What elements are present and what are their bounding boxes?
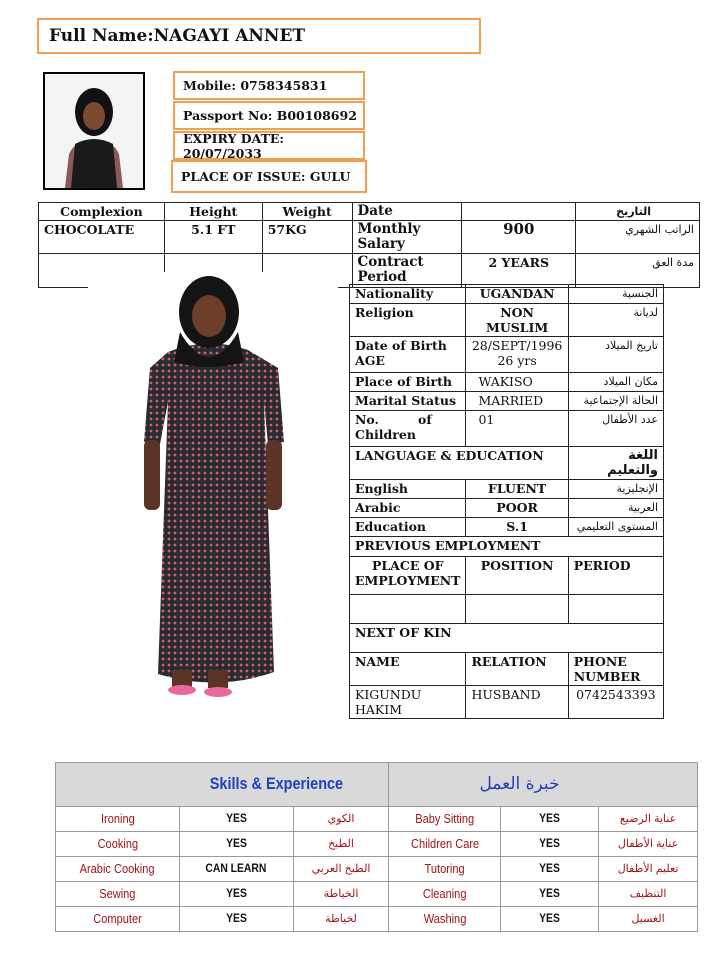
kin-phone: 0742543393	[568, 686, 663, 719]
detail-label: No. of Children	[350, 411, 466, 447]
emp-col-place: PLACE OF EMPLOYMENT	[350, 557, 466, 595]
period-label: Contract Period	[352, 254, 462, 288]
language-heading: LANGUAGE & EDUCATION	[350, 447, 569, 480]
skill-name-ar: عناية الرضيع	[599, 807, 698, 832]
skill-name: Sewing	[56, 882, 180, 907]
skill-name-ar: الكوي	[293, 807, 389, 832]
skill-row	[56, 882, 698, 907]
height-header: Height	[164, 203, 262, 221]
skill-value: CAN LEARN	[179, 857, 293, 882]
skill-name: Arabic Cooking	[56, 857, 180, 882]
detail-row	[350, 337, 664, 373]
period-value: 2 YEARS	[462, 254, 576, 288]
complexion-header: Complexion	[39, 203, 165, 221]
skill-name: Washing	[389, 907, 501, 932]
detail-label: Religion	[350, 304, 466, 337]
skill-name: Computer	[56, 907, 180, 932]
employment-heading: PREVIOUS EMPLOYMENT	[350, 537, 664, 557]
date-label: Date	[352, 203, 462, 221]
detail-row	[350, 392, 664, 411]
skill-value: YES	[179, 832, 293, 857]
detail-row	[350, 411, 664, 447]
emp-col-period: PERIOD	[568, 557, 663, 595]
skill-value: YES	[501, 807, 599, 832]
mobile-text: Mobile: 0758345831	[183, 78, 328, 93]
kin-relation: HUSBAND	[466, 686, 568, 719]
skill-name: Tutoring	[389, 857, 501, 882]
expiry-box	[173, 131, 365, 160]
language-ar: المستوى التعليمي	[568, 518, 663, 537]
language-label: Arabic	[350, 499, 466, 518]
skill-name-ar: الغسيل	[599, 907, 698, 932]
detail-ar: الجنسية	[568, 285, 663, 304]
language-value: FLUENT	[466, 480, 568, 499]
date-value	[462, 203, 576, 221]
skill-name-ar: عناية الأطفال	[599, 832, 698, 857]
language-heading-ar: اللغة والتعليم	[568, 447, 663, 480]
skill-value: YES	[501, 832, 599, 857]
skills-table	[55, 762, 698, 932]
detail-row	[350, 304, 664, 337]
skill-name: Cleaning	[389, 882, 501, 907]
passport-photo	[43, 72, 145, 190]
detail-ar: لديانة	[568, 304, 663, 337]
detail-label: Nationality	[350, 285, 466, 304]
skill-name-ar: تعليم الأطفال	[599, 857, 698, 882]
portrait-image	[45, 74, 143, 188]
full-name-box	[37, 18, 481, 54]
expiry-text: EXPIRY DATE: 20/07/2033	[183, 130, 285, 161]
full-body-image	[88, 272, 338, 714]
detail-ar: الحالة الإجتماعية	[568, 392, 663, 411]
kin-col-phone: PHONE NUMBER	[568, 653, 663, 686]
language-row	[350, 499, 664, 518]
skill-row	[56, 857, 698, 882]
language-row	[350, 518, 664, 537]
skill-name-ar: الطبخ	[293, 832, 389, 857]
skill-value: YES	[179, 807, 293, 832]
full-body-photo	[88, 272, 338, 714]
skills-title-ar-cell	[389, 763, 698, 807]
detail-value: WAKISO	[466, 373, 568, 392]
skill-row	[56, 907, 698, 932]
detail-value: UGANDAN	[466, 285, 568, 304]
language-label: Education	[350, 518, 466, 537]
skill-row	[56, 807, 698, 832]
detail-value: 28/SEPT/1996 26 yrs	[466, 337, 568, 373]
skill-value: YES	[179, 882, 293, 907]
date-ar: التاريخ	[576, 203, 700, 221]
salary-ar: الراتب الشهري	[576, 221, 700, 254]
language-ar: العربية	[568, 499, 663, 518]
salary-label: Monthly Salary	[352, 221, 462, 254]
skill-name: Children Care	[389, 832, 501, 857]
place-of-issue-box	[171, 160, 367, 193]
detail-label: Date of Birth AGE	[350, 337, 466, 373]
skill-value: YES	[501, 857, 599, 882]
kin-col-name: NAME	[350, 653, 466, 686]
skills-title-ar: خبرة العمل	[479, 773, 560, 794]
kin-heading: NEXT OF KIN	[350, 624, 664, 653]
detail-label: Marital Status	[350, 392, 466, 411]
detail-ar: تاريخ الميلاد	[568, 337, 663, 373]
language-value: S.1	[466, 518, 568, 537]
skill-name-ar: لخياطة	[293, 907, 389, 932]
skill-value: YES	[501, 907, 599, 932]
skills-title-cell	[56, 763, 389, 807]
empty-cell	[466, 595, 568, 624]
passport-box	[173, 101, 365, 130]
kin-col-relation: RELATION	[466, 653, 568, 686]
skill-value: YES	[179, 907, 293, 932]
details-table	[349, 284, 664, 719]
skill-value: YES	[501, 882, 599, 907]
detail-label: Place of Birth	[350, 373, 466, 392]
skill-name: Cooking	[56, 832, 180, 857]
full-name: Full Name:NAGAYI ANNET	[49, 26, 306, 46]
mobile-box	[173, 71, 365, 100]
passport-text: Passport No: B00108692	[183, 108, 357, 123]
language-value: POOR	[466, 499, 568, 518]
detail-ar: عدد الأطفال	[568, 411, 663, 447]
skill-name-ar: التنظيف	[599, 882, 698, 907]
weight-value: 57KG	[262, 221, 352, 254]
skill-name: Ironing	[56, 807, 180, 832]
emp-col-position: POSITION	[466, 557, 568, 595]
place-of-issue-text: PLACE OF ISSUE: GULU	[181, 169, 351, 184]
complexion-value: CHOCOLATE	[39, 221, 165, 254]
language-label: English	[350, 480, 466, 499]
skill-row	[56, 832, 698, 857]
detail-row	[350, 285, 664, 304]
period-ar: مدة العق	[576, 254, 700, 288]
detail-ar: مكان الميلاد	[568, 373, 663, 392]
skill-name-ar: الخياطة	[293, 882, 389, 907]
skills-title: Skills & Experience	[209, 774, 343, 793]
empty-cell	[568, 595, 663, 624]
skill-name-ar: الطبخ العربي	[293, 857, 389, 882]
language-row	[350, 480, 664, 499]
detail-value: NON MUSLIM	[466, 304, 568, 337]
kin-name: KIGUNDU HAKIM	[350, 686, 466, 719]
height-value: 5.1 FT	[164, 221, 262, 254]
detail-value: 01	[466, 411, 568, 447]
language-ar: الإنجليزية	[568, 480, 663, 499]
skill-name: Baby Sitting	[389, 807, 501, 832]
detail-row	[350, 373, 664, 392]
empty-cell	[350, 595, 466, 624]
detail-value: MARRIED	[466, 392, 568, 411]
salary-value: 900	[462, 221, 576, 254]
weight-header: Weight	[262, 203, 352, 221]
